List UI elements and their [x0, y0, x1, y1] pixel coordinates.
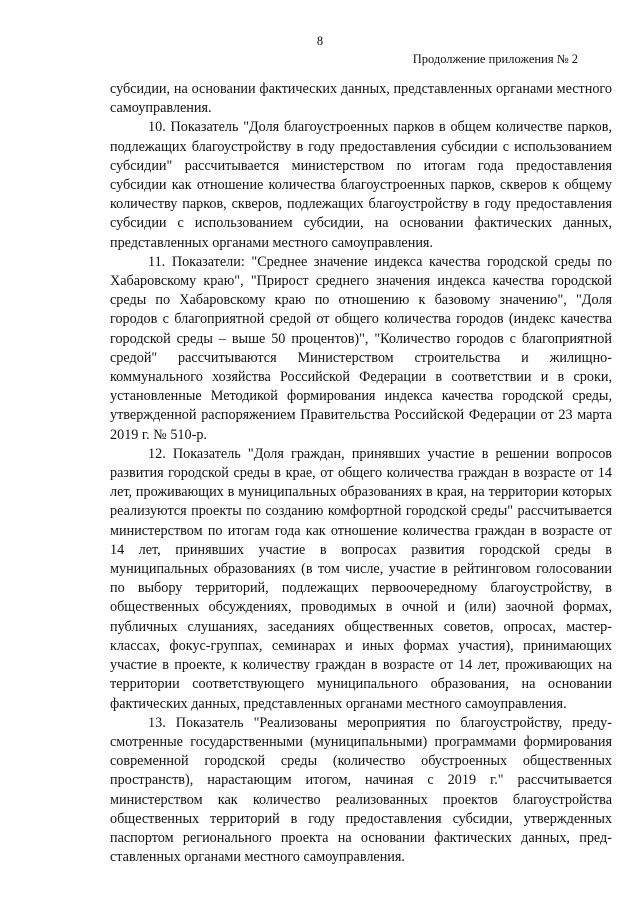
paragraph-10: 10. Показатель "Доля благоустроенных парков в общем количестве парков, подлежащих благоустройству в году предоставления субсидии с использованием субсидии" рассчитывается министерством по итогам года предоставления субсидии как отношение количества благоустроенных парков, скверов к общему количеству парков, скверов, подлежащих благоустройству в году предоставления субсидии с использованием субсидии, на основании фактических данных, представленных органами местного самоуправления. — [110, 119, 612, 251]
paragraph-13: 13. Показатель "Реализованы мероприятия по благоустройству, предусмотренные государственными (муниципальными) программами формирования современной городской среды (количество обустроенных общественных пространств), нарастающим итогом, начиная с 2019 г." рассчитывается министерством как количество реализованных проектов благоустройства общественных территорий в году предоставления субсидии, утвержденных паспортом регионального проекта на основании фактических данных, представленных органами местного самоуправления. — [110, 714, 612, 866]
paragraph-11: 11. Показатели: "Среднее значение индекса качества городской среды по Хабаровскому краю", "Прирост среднего значения индекса качества городской среды по Хабаровскому краю по отношению к базовому значению", "Доля городов с благоприятной средой от общего количества городов (индекс качества городской среды – выше 50 процентов)", "Количество городов с благоприятной средой" рассчитываются Министерством строительства и жилищно-коммунального хозяйства Российской Федерации в соответствии и в сроки, установленные Методикой формирования индекса качества городской среды, утвержденной распоряжением Правительства Российской Федерации от 23 марта 2019 г. № 510-р. — [110, 253, 612, 443]
paragraph-continuation: субсидии, на основании фактических данных, представленных органами местного самоуправления. — [110, 81, 612, 117]
paragraph-12: 12. Показатель "Доля граждан, принявших участие в решении вопросов развития городской среды в крае, от общего количества граждан в возрасте от 14 лет, проживающих в муниципальных образованиях в края, на территории которых реализуются проекты по созданию комфортной городской среды" рассчитывается министерством по итогам года как отношение количества граждан в возрасте от 14 лет, принявших участие в вопросах развития городской среды в муниципальных образованиях (в том числе, участие в рейтинговом голосовании по выбору территорий, подлежащих первоочередному благоустройству, в общественных обсуждениях, проводимых в очной и (или) заочной формах, публичных слушаниях, заседаниях общественных советов, опросах, мастер-классах, фокус-группах, семинарах и иных формах участия), принимающих участие в проекте, к количеству граждан в возрасте от 14 лет, проживающих на территории соответствующего муниципального образования, на основании фактических данных, представленных органами местного самоуправления. — [110, 445, 612, 712]
continuation-note: Продолжение приложения № 2 — [412, 52, 578, 66]
page-number: 8 — [316, 34, 324, 48]
document-body — [110, 80, 612, 867]
